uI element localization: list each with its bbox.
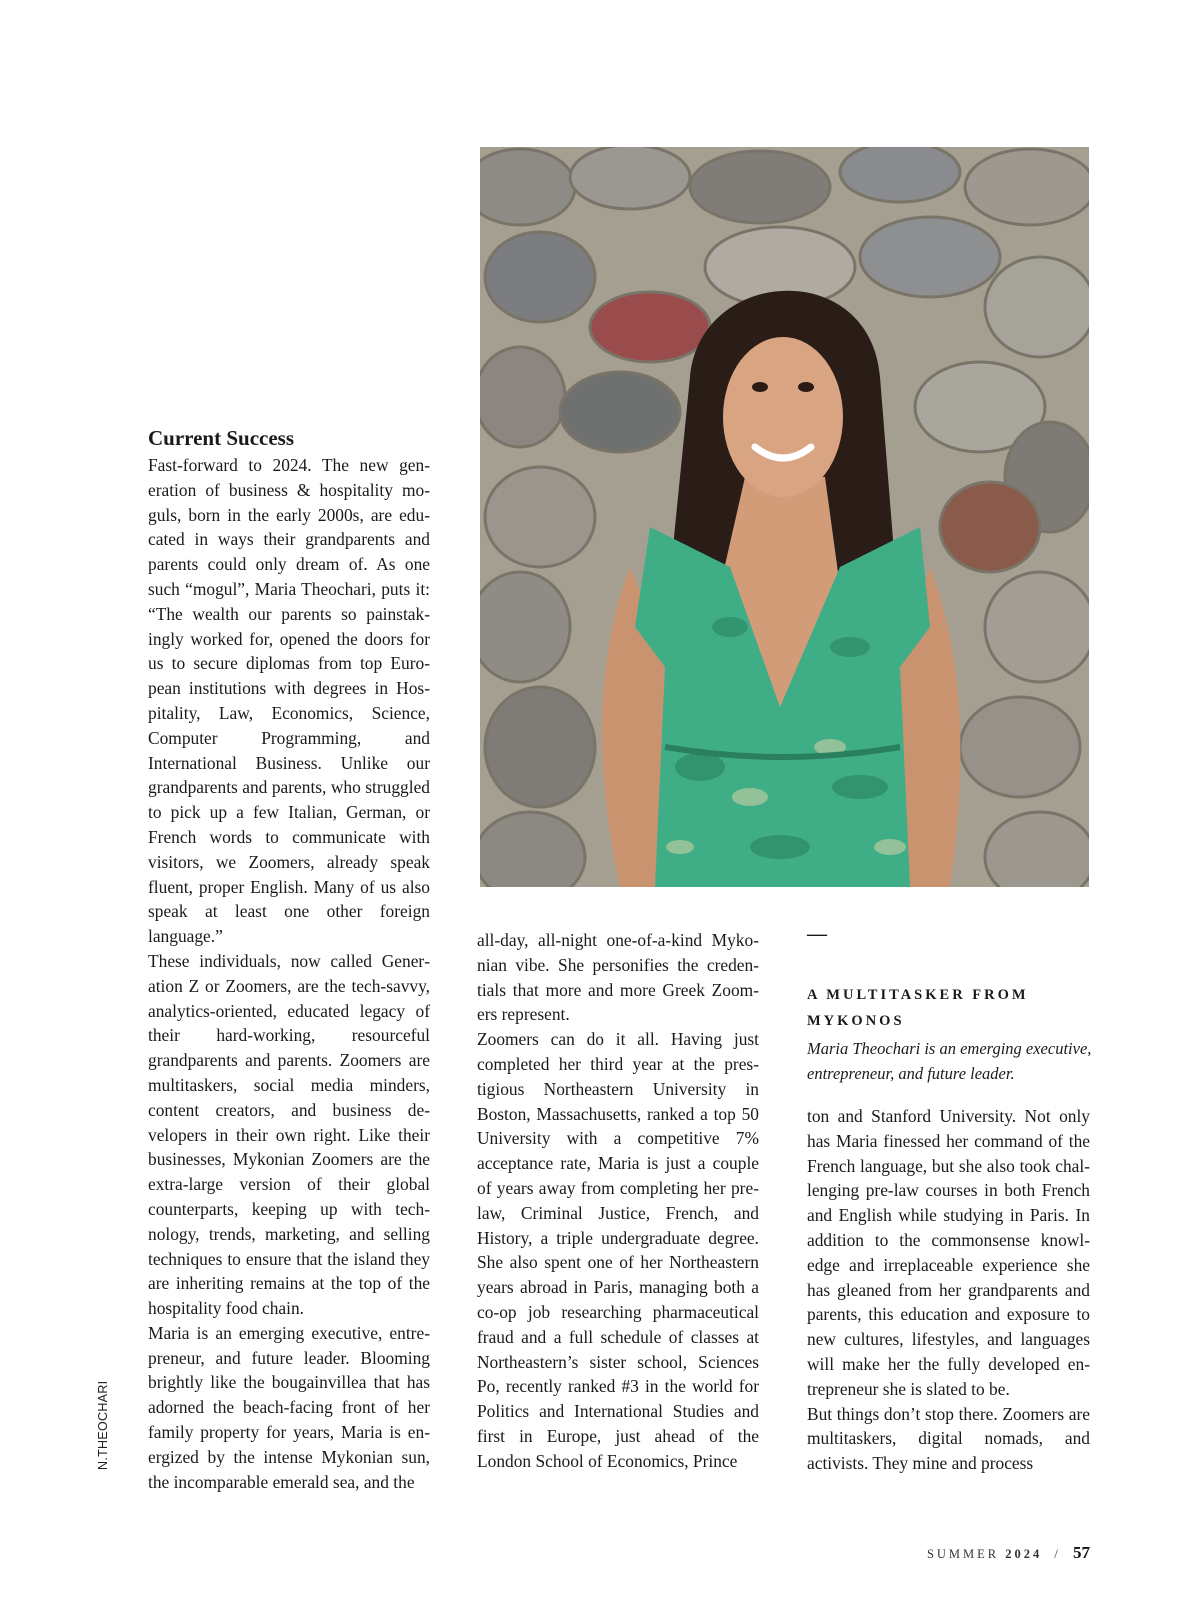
face	[723, 337, 843, 497]
portrait-illustration	[480, 147, 1089, 887]
portrait-photo	[480, 147, 1089, 887]
page-number: 57	[1073, 1543, 1090, 1562]
photo-credit: N.THEOCHARI	[96, 1380, 110, 1470]
article-column-2	[477, 928, 759, 1474]
folio-season: SUMMER	[926, 1547, 1000, 1561]
paragraph: all-day, all-night one-of-a-kind Mykonian vibe. She personifies the credentials that more and more Greek Zoomers represent.	[477, 930, 759, 1025]
folio-separator: /	[1054, 1547, 1061, 1561]
paragraph: ton and Stanford University. Not only has Maria finessed her command of the French language, but she also took challenging pre-law courses in both French and English while studying in Paris. In addition to the commonsense knowledge and irreplaceable experience she has gleaned from her grandparents and parents, this education and exposure to new cultures, lifestyles, and languages will make her the fully developed entrepreneur she is slated to be.	[807, 1106, 1090, 1399]
photo-caption	[807, 924, 1092, 1086]
folio-year: 2024	[1005, 1547, 1043, 1561]
caption-title: A MULTITASKER FROM MYKONOS	[807, 987, 1029, 1029]
paragraph: But things don’t stop there. Zoomers are multitaskers, digital nomads, and activists. They mine and process	[807, 1403, 1090, 1474]
paragraph: Zoomers can do it all. Having just completed her third year at the prestigious Northeastern University in Boston, Massachusetts, ranked a top 50 University with a competitive 7% acceptance rate, Maria is just a couple of years away from completing her pre-law, Criminal Justice, French, and History, a triple undergraduate degree. She also spent one of her Northeastern years abroad in Paris, managing both a co-op job researching pharmaceutical fraud and a full schedule of classes at Northeastern’s sister school, Sciences Po, recently ranked #3 in the world for Politics and International Studies and first in Europe, just ahead of the London School of Economics, Prince	[477, 1029, 759, 1471]
paragraph: Maria is an emerging executive, entrepreneur, and future leader. Blooming brightly like the bougainvillea that has adorned the beach-facing front of her family property for years, Maria is energized by the intense Mykonian sun, the incomparable emerald sea, and the	[148, 1322, 430, 1492]
page-folio	[927, 1543, 1090, 1563]
paragraph: These individuals, now called Generation Z or Zoomers, are the tech-savvy, analytics-oriented, educated legacy of their hard-working, resourceful grandparents and parents. Zoomers are multitaskers, social media minders, content creators, and business developers in their own right. Like their businesses, Mykonian Zoomers are the extra-large version of their global counterparts, keeping up with technology, trends, marketing, and selling techniques to ensure that the island they are inheriting remains at the top of the hospitality food chain.	[148, 950, 430, 1319]
paragraph: Fast-forward to 2024. The new generation of business & hospitality moguls, born in the early 2000s, are educated in ways their grandparents and parents could only dream of. As one such “mogul”, Maria Theochari, puts it: “The wealth our parents so painstakingly worked for, opened the doors for us to secure diplomas from top European institutions with degrees in Hospitality, Law, Economics, Science, Computer Programming, and International Business. Unlike our grandparents and parents, who struggled to pick up a few Italian, German, or French words to communicate with visitors, we Zoomers, already speak fluent, proper English. Many of us also speak at least one other foreign language.”	[148, 455, 430, 947]
caption-text: Maria Theochari is an emerging executive, entrepreneur, and future leader.	[807, 1039, 1092, 1083]
article-column-1	[148, 425, 430, 1494]
article-column-3	[807, 1104, 1090, 1476]
caption-dash: —	[807, 923, 827, 945]
section-heading: Current Success	[148, 426, 295, 450]
